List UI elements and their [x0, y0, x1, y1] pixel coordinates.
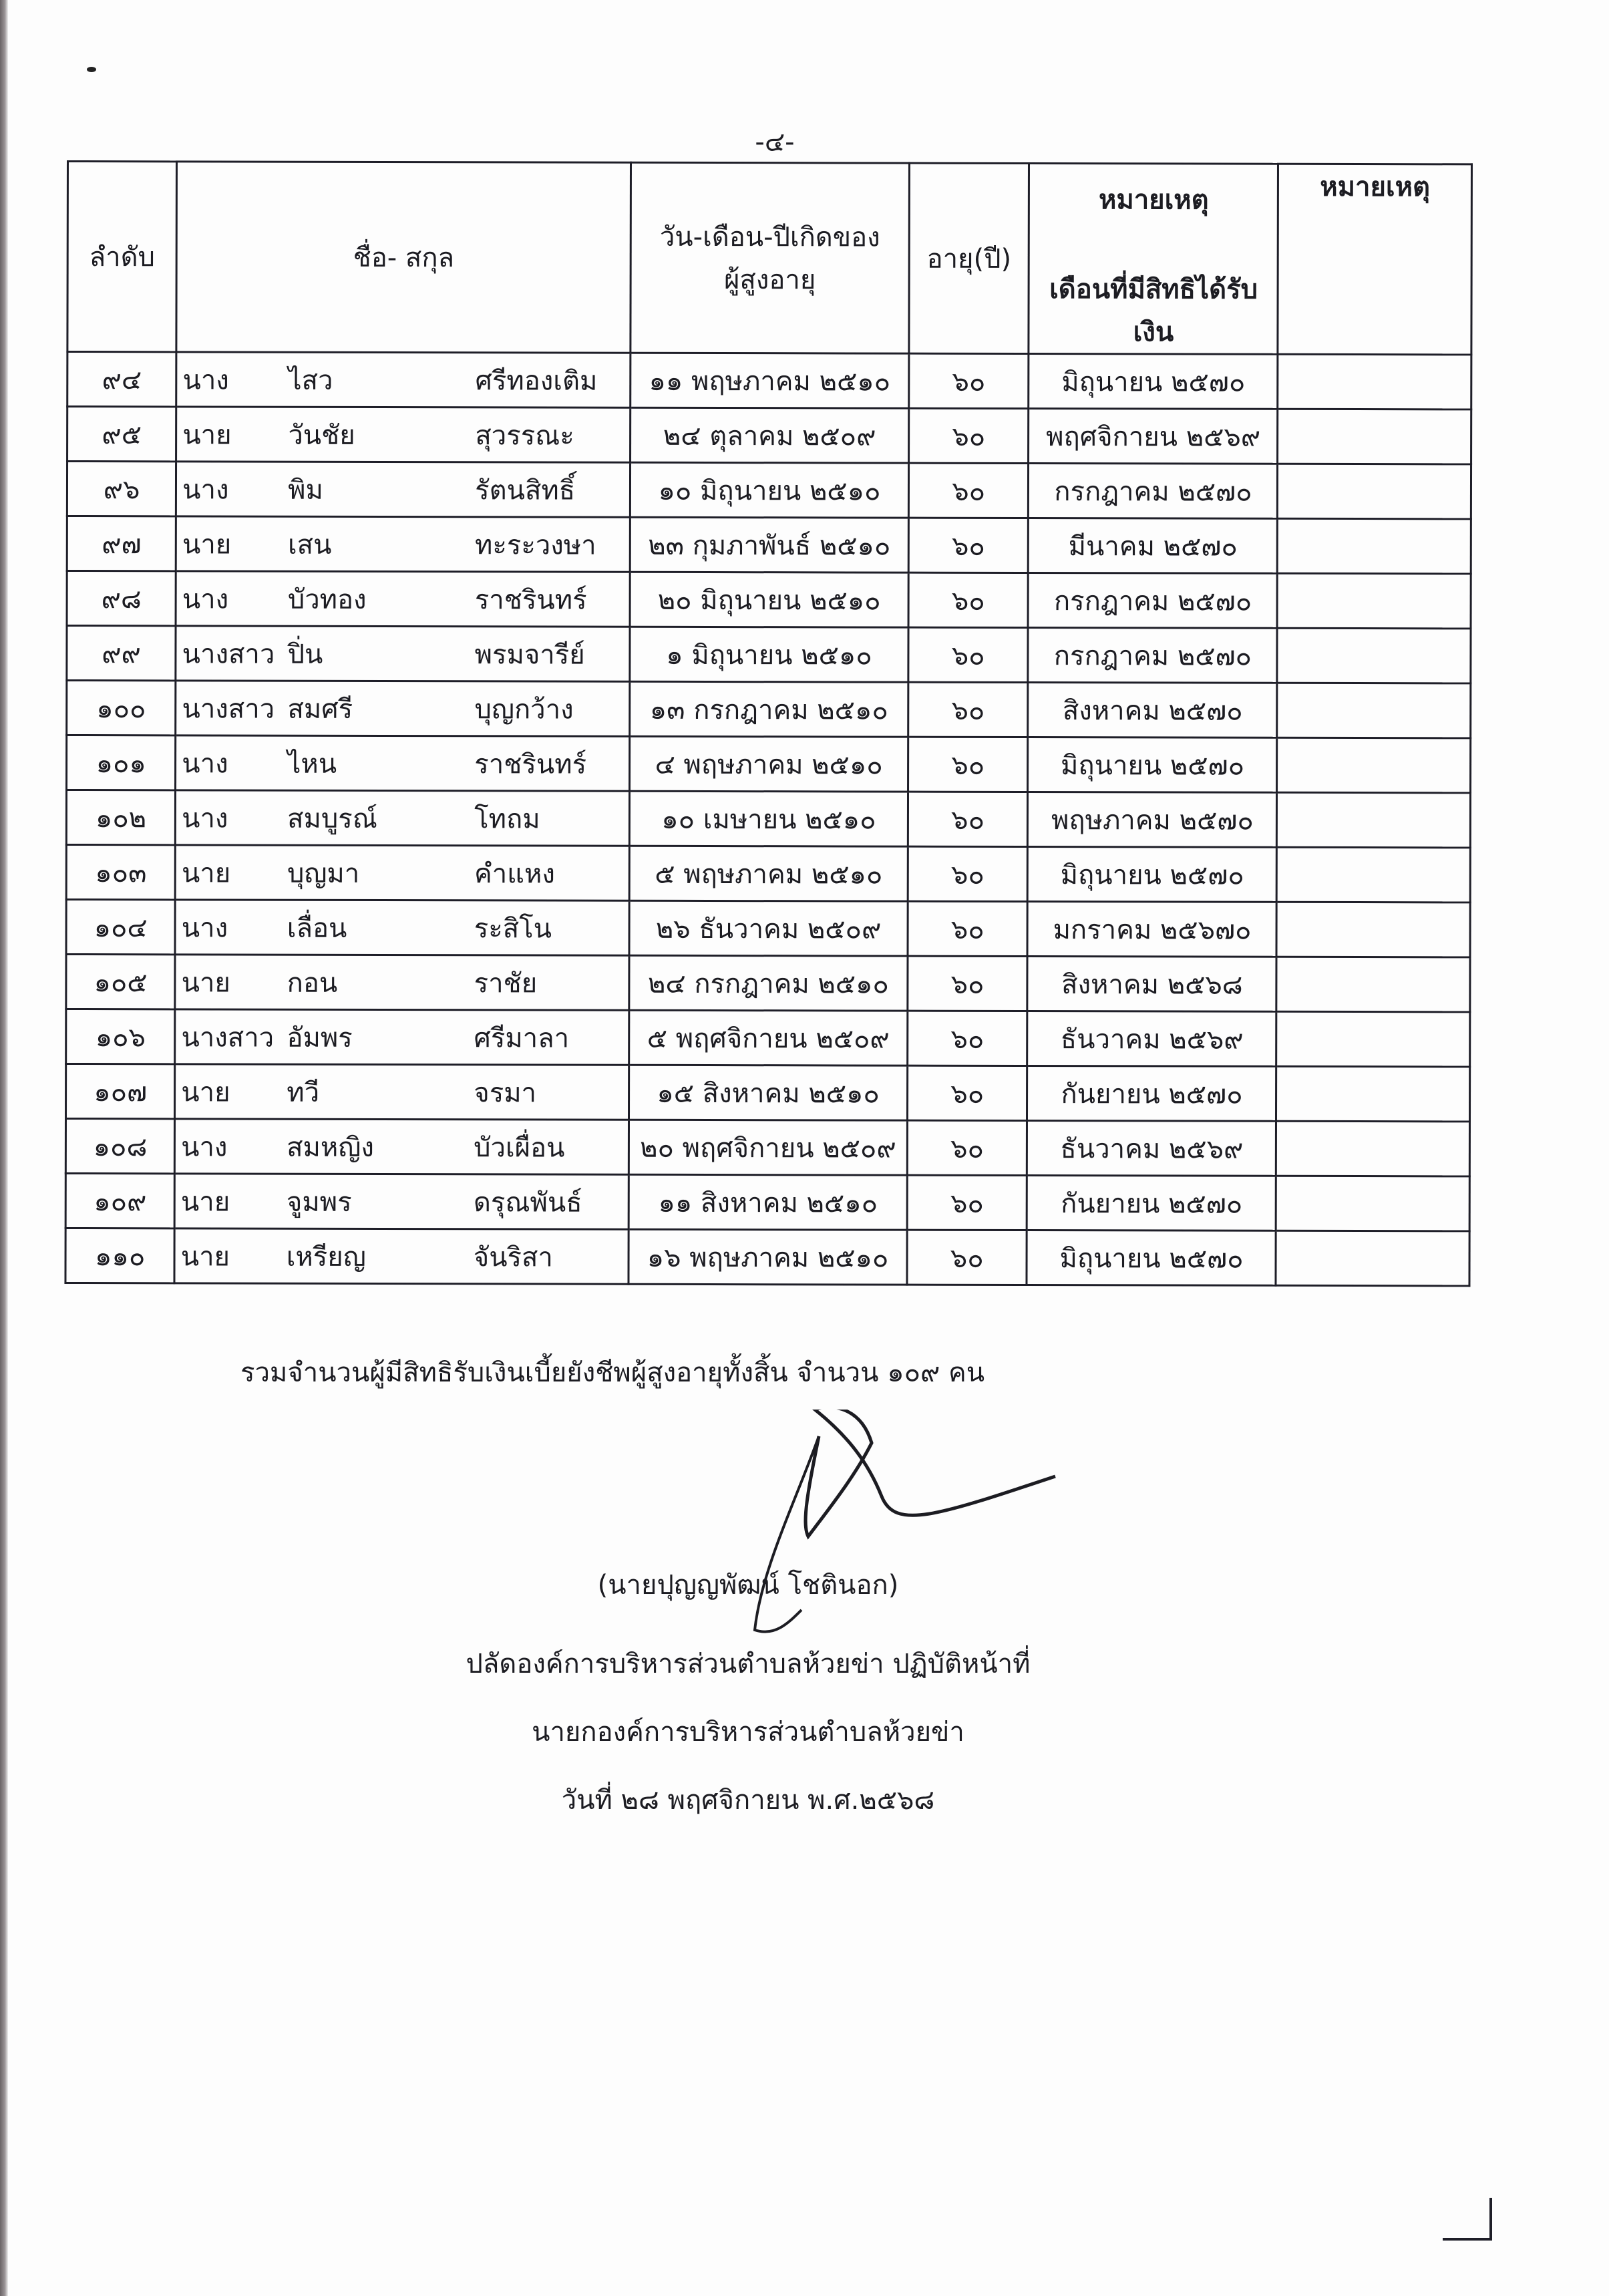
table-row [66, 845, 1470, 903]
cell-eligible-month: กรกฎาคม ๒๕๗๐ [1028, 573, 1277, 629]
cell-remark [1278, 573, 1471, 629]
cell-last-name: ศรีมาลา [474, 1022, 570, 1054]
cell-dob: ๒๔ กรกฎาคม ๒๕๑๐ [629, 955, 908, 1011]
cell-first-name: สมหญิง [287, 1132, 374, 1163]
cell-prefix: นาง [182, 748, 228, 780]
cell-remark [1277, 792, 1471, 848]
table-row [66, 955, 1470, 1012]
cell-last-name: โทถม [474, 803, 540, 834]
cell-remark [1276, 902, 1470, 957]
cell-eligible-month: มกราคม ๒๕๖๗๐ [1027, 902, 1276, 957]
cell-eligible-month: ธันวาคม ๒๕๖๙ [1027, 1121, 1276, 1176]
table-row [67, 407, 1471, 464]
table-row [66, 1009, 1470, 1067]
header-eligible-month [1029, 164, 1278, 355]
table-header-row [67, 162, 1472, 355]
cell-no: ๑๐๗ [65, 1064, 174, 1119]
cell-name [175, 1009, 629, 1065]
cell-prefix: นาย [182, 419, 232, 451]
cell-first-name: บัวทอง [287, 584, 367, 615]
cell-dob: ๒๐ มิถุนายน ๒๕๑๐ [630, 572, 908, 627]
cell-age: ๖๐ [908, 792, 1028, 846]
cell-dob: ๑๑ สิงหาคม ๒๕๑๐ [629, 1174, 907, 1230]
cell-remark [1278, 464, 1471, 519]
cell-no: ๑๐๒ [66, 790, 175, 845]
header-dob-line2: ผู้สูงอายุ [723, 265, 816, 296]
cell-first-name: ไสว [288, 365, 333, 396]
cell-remark [1276, 957, 1470, 1012]
cell-remark [1276, 1066, 1470, 1122]
cell-last-name: บุญกว้าง [474, 693, 574, 725]
cell-eligible-month: มิถุนายน ๒๕๗๐ [1027, 1231, 1276, 1286]
cell-last-name: ศรีทองเติม [475, 365, 598, 397]
cell-no: ๑๐๐ [67, 681, 176, 735]
cell-prefix: นาง [182, 474, 229, 506]
cell-remark [1277, 628, 1471, 683]
cell-first-name: วันชัย [288, 420, 355, 451]
cell-name [176, 352, 631, 407]
cell-no: ๑๐๔ [66, 900, 175, 955]
cell-eligible-month: มีนาคม ๒๕๗๐ [1029, 518, 1278, 574]
cell-dob: ๑๖ พฤษภาคม ๒๕๑๐ [629, 1229, 907, 1285]
cell-remark [1278, 354, 1471, 409]
cell-prefix: นาย [180, 1241, 230, 1273]
header-dob [631, 162, 909, 353]
cell-remark [1277, 737, 1471, 793]
cell-dob: ๒๔ ตุลาคม ๒๕๐๙ [631, 407, 909, 463]
cell-eligible-month: ธันวาคม ๒๕๖๙ [1027, 1011, 1276, 1067]
table-row [67, 681, 1471, 738]
cell-name [174, 1174, 629, 1229]
cell-name [176, 516, 630, 572]
cell-name [176, 407, 631, 462]
cell-dob: ๑๓ กรกฎาคม ๒๕๑๐ [630, 681, 908, 737]
cell-eligible-month: มิถุนายน ๒๕๗๐ [1028, 847, 1277, 903]
cell-no: ๑๐๖ [66, 1009, 175, 1064]
cell-eligible-month: พฤษภาคม ๒๕๗๐ [1028, 792, 1277, 848]
cell-no: ๙๔ [67, 352, 176, 407]
cell-name [175, 1119, 629, 1174]
cell-first-name: สมศรี [287, 693, 353, 725]
cell-last-name: จันริสา [473, 1241, 553, 1273]
cell-prefix: นาย [181, 1076, 230, 1108]
cell-dob: ๕ พฤษภาคม ๒๕๑๐ [629, 846, 908, 901]
header-age: อายุ(ปี) [909, 163, 1029, 353]
cell-dob: ๒๐ พฤศจิกายน ๒๕๐๙ [629, 1120, 907, 1175]
header-remark: หมายเหตุ [1278, 164, 1471, 355]
cell-remark [1276, 1231, 1469, 1286]
cell-no: ๙๖ [67, 462, 176, 516]
cell-no: ๑๐๕ [66, 955, 175, 1009]
cell-eligible-month: พฤศจิกายน ๒๕๖๙ [1029, 409, 1278, 464]
signatory-name: (นายปุญญพัฒน์ โชตินอก) [597, 1570, 899, 1601]
cell-name [175, 845, 629, 900]
cell-name [176, 681, 630, 736]
cell-first-name: ทวี [287, 1077, 320, 1108]
cell-last-name: คำแหง [474, 858, 555, 890]
header-dob-line1: วัน-เดือน-ปีเกิดของ [659, 221, 880, 253]
cell-first-name: ไหน [287, 748, 337, 780]
cell-prefix: นางสาว [182, 693, 275, 725]
cell-age: ๖๐ [908, 1011, 1028, 1065]
page-number: -๔- [755, 127, 795, 158]
cell-first-name: เลื่อน [287, 913, 347, 944]
cell-prefix: นาง [181, 1131, 228, 1163]
cell-last-name: ราชรินทร์ [474, 584, 587, 616]
table-row [65, 1119, 1469, 1176]
cell-name [176, 735, 630, 791]
table-row [66, 790, 1470, 848]
cell-last-name: ทะระวงษา [474, 529, 596, 561]
cell-age: ๖๐ [907, 1230, 1027, 1285]
cell-first-name: อัมพร [287, 1022, 353, 1053]
cell-last-name: ราชัย [474, 967, 538, 999]
cell-age: ๖๐ [908, 408, 1029, 463]
header-no: ลำดับ [67, 162, 177, 352]
cell-first-name: กอน [287, 967, 338, 999]
cell-no: ๑๐๙ [65, 1173, 174, 1228]
cell-age: ๖๐ [907, 1065, 1027, 1120]
cell-age: ๖๐ [909, 353, 1029, 408]
signature-date: วันที่ ๒๘ พฤศจิกายน พ.ศ.๒๕๖๘ [561, 1785, 935, 1816]
cell-age: ๖๐ [907, 1175, 1027, 1230]
header-month-line1: หมายเหตุ [1098, 184, 1209, 216]
cell-eligible-month: กันยายน ๒๕๗๐ [1027, 1176, 1276, 1231]
table-row [67, 735, 1471, 793]
cell-age: ๖๐ [908, 572, 1029, 627]
cell-prefix: นางสาว [181, 1021, 275, 1053]
cell-eligible-month: สิงหาคม ๒๕๖๘ [1027, 957, 1276, 1012]
cell-no: ๑๐๘ [65, 1119, 174, 1174]
table-row [67, 626, 1471, 683]
cell-no: ๙๗ [67, 516, 176, 571]
cell-last-name: ระสิโน [474, 913, 552, 945]
cell-remark [1278, 409, 1471, 464]
cell-no: ๙๙ [67, 626, 176, 681]
cell-name [175, 900, 629, 955]
cell-dob: ๕ พฤศจิกายน ๒๕๐๙ [629, 1010, 908, 1065]
cell-last-name: จรมา [474, 1077, 537, 1108]
cell-prefix: นาย [180, 1186, 230, 1218]
cell-no: ๑๐๓ [66, 845, 175, 900]
cell-last-name: รัตนสิทธิ์ [475, 474, 576, 506]
cell-first-name: เหรียญ [286, 1241, 366, 1273]
cell-prefix: นาง [182, 583, 229, 615]
cell-eligible-month: มิถุนายน ๒๕๗๐ [1028, 737, 1277, 793]
cell-remark [1276, 1176, 1470, 1231]
cell-eligible-month: กรกฎาคม ๒๕๗๐ [1029, 464, 1278, 519]
cell-last-name: ราชรินทร์ [474, 748, 587, 780]
cell-age: ๖๐ [908, 737, 1028, 792]
cell-age: ๖๐ [908, 463, 1029, 518]
cell-no: ๙๘ [67, 571, 176, 626]
summary-total: รวมจำนวนผู้มีสิทธิรับเงินเบี้ยยังชีพผู้สูงอายุทั้งสิ้น จำนวน ๑๐๙ คน [240, 1357, 985, 1388]
cell-dob: ๑๑ พฤษภาคม ๒๕๑๐ [631, 353, 909, 408]
cell-first-name: พิม [288, 474, 323, 506]
cell-prefix: นาย [182, 528, 232, 560]
cell-first-name: ปิ่น [287, 639, 323, 670]
cell-dob: ๑ มิถุนายน ๒๕๑๐ [630, 627, 908, 682]
cell-remark [1276, 1011, 1470, 1067]
cell-name [176, 790, 630, 846]
cell-dob: ๑๐ เมษายน ๒๕๑๐ [629, 791, 908, 846]
table-row [65, 1228, 1469, 1285]
cell-prefix: นางสาว [182, 638, 275, 670]
table-row [67, 516, 1471, 574]
cell-remark [1276, 1121, 1470, 1176]
cell-eligible-month: มิถุนายน ๒๕๗๐ [1029, 354, 1278, 409]
cell-age: ๖๐ [908, 518, 1029, 572]
cell-prefix: นาย [181, 857, 231, 889]
cell-name [176, 462, 631, 517]
cell-first-name: เสน [287, 529, 332, 560]
cell-remark [1277, 847, 1471, 903]
table-row [67, 462, 1471, 519]
cell-age: ๖๐ [908, 846, 1028, 901]
table-row [66, 900, 1470, 957]
cell-last-name: สุวรรณะ [475, 420, 574, 452]
header-month-line2: เดือนที่มีสิทธิได้รับเงิน [1049, 274, 1258, 348]
cell-prefix: นาย [181, 967, 230, 999]
cell-no: ๙๕ [67, 407, 176, 462]
corner-crop-mark [1443, 2198, 1492, 2241]
cell-dob: ๔ พฤษภาคม ๒๕๑๐ [630, 736, 908, 792]
cell-no: ๑๐๑ [67, 735, 176, 790]
signatory-position-line2: นายกองค์การบริหารส่วนตำบลห้วยข่า [532, 1717, 964, 1748]
cell-name [175, 1064, 629, 1120]
elderly-allowance-table [64, 160, 1473, 1287]
table-row [67, 352, 1471, 409]
cell-dob: ๑๐ มิถุนายน ๒๕๑๐ [631, 462, 909, 518]
cell-prefix: นาง [181, 912, 228, 944]
table-row [65, 1173, 1469, 1231]
cell-eligible-month: กันยายน ๒๕๗๐ [1027, 1066, 1276, 1122]
signatory-position-line1: ปลัดองค์การบริหารส่วนตำบลห้วยข่า ปฏิบัติหน้าที่ [466, 1649, 1031, 1679]
cell-last-name: พรมจารีย์ [474, 639, 585, 671]
cell-remark [1278, 518, 1471, 574]
cell-dob: ๑๕ สิงหาคม ๒๕๑๐ [629, 1065, 908, 1120]
cell-eligible-month: กรกฎาคม ๒๕๗๐ [1028, 628, 1277, 683]
cell-age: ๖๐ [908, 956, 1028, 1011]
cell-age: ๖๐ [908, 682, 1029, 737]
cell-age: ๖๐ [907, 1120, 1027, 1175]
cell-name [174, 1228, 629, 1284]
table-row [65, 1064, 1469, 1122]
header-name: ชื่อ- สกุล [176, 162, 631, 353]
cell-first-name: บุญมา [287, 858, 360, 889]
cell-remark [1277, 683, 1471, 738]
scan-speck [87, 67, 96, 72]
cell-last-name: ดรุณพันธ์ [473, 1186, 582, 1218]
cell-no: ๑๑๐ [65, 1228, 174, 1283]
cell-first-name: จูมพร [286, 1186, 352, 1218]
cell-last-name: บัวเผื่อน [474, 1132, 565, 1164]
cell-name [176, 626, 630, 681]
scan-edge [0, 0, 8, 2296]
cell-eligible-month: สิงหาคม ๒๕๗๐ [1028, 683, 1277, 738]
cell-prefix: นาง [182, 802, 228, 834]
cell-dob: ๒๖ ธันวาคม ๒๕๐๙ [629, 900, 908, 956]
cell-age: ๖๐ [908, 627, 1029, 682]
cell-dob: ๒๓ กุมภาพันธ์ ๒๕๑๐ [630, 517, 908, 572]
cell-prefix: นาง [182, 364, 229, 396]
cell-name [176, 571, 630, 627]
cell-first-name: สมบูรณ์ [287, 803, 377, 834]
cell-age: ๖๐ [908, 901, 1028, 956]
cell-name [175, 955, 629, 1010]
table-row [67, 571, 1471, 629]
